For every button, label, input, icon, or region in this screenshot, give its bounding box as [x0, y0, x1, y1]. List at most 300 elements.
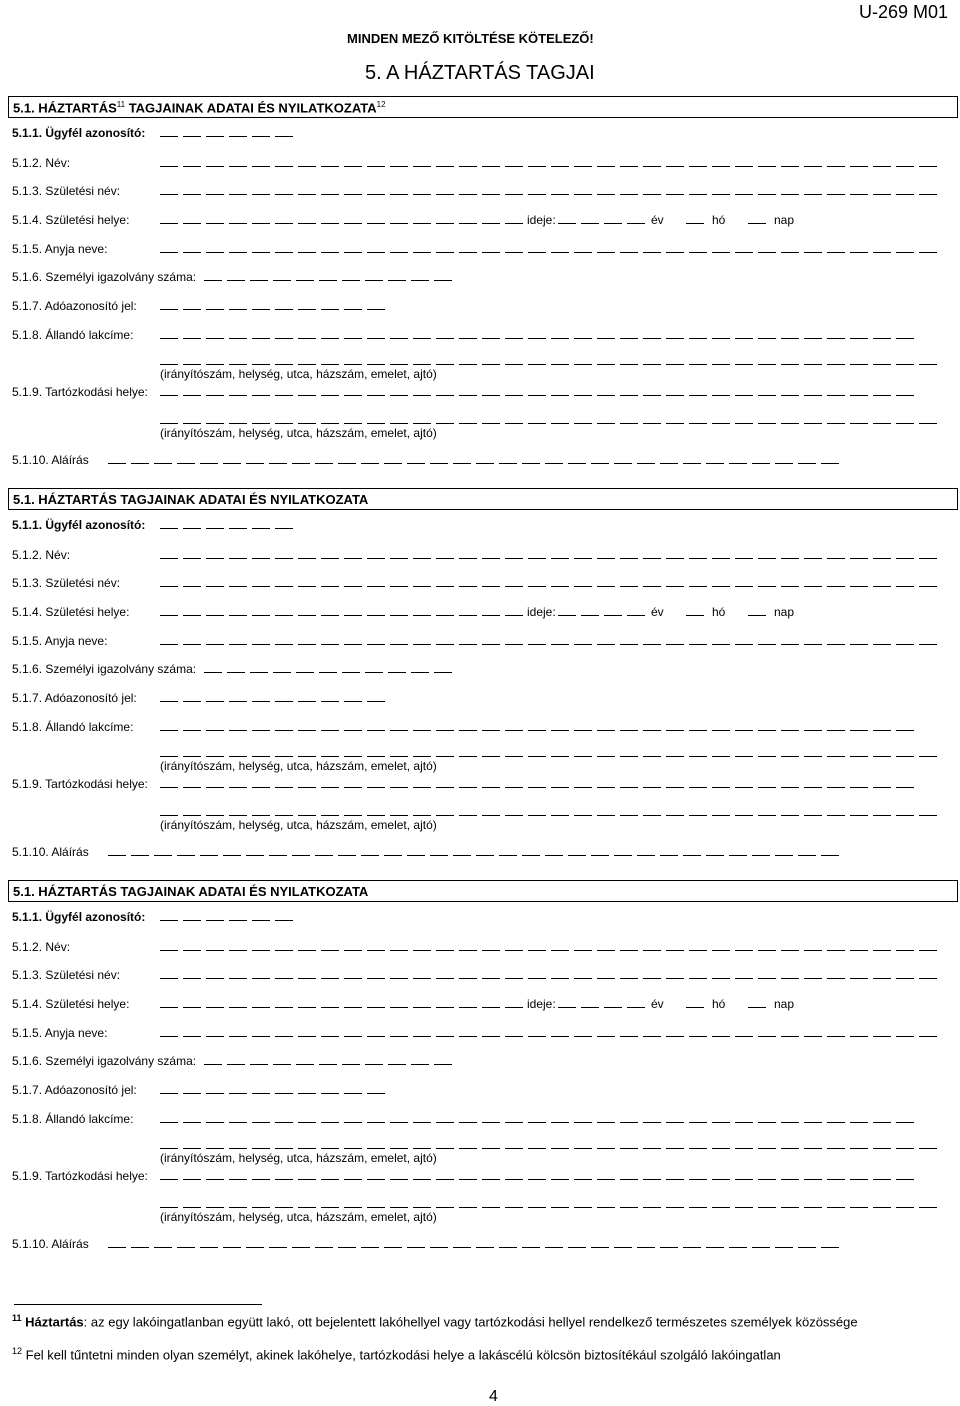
- blank-segment: [365, 268, 383, 281]
- id-card-field[interactable]: [204, 1052, 457, 1066]
- blank-segment: [850, 1195, 868, 1208]
- blank-segment: [798, 451, 816, 464]
- blank-segment: [545, 1235, 563, 1248]
- blank-segment: [344, 297, 362, 310]
- blank-segment: [827, 938, 845, 951]
- birth-year-field[interactable]: [558, 211, 650, 225]
- permanent-address-field[interactable]: [160, 326, 919, 340]
- blank-segment: [160, 1136, 178, 1149]
- client-id-field[interactable]: [160, 124, 298, 138]
- blank-segment: [296, 1052, 314, 1065]
- name-label: 5.1.2. Név:: [12, 940, 71, 954]
- blank-segment: [781, 240, 799, 253]
- blank-segment: [827, 718, 845, 731]
- blank-segment: [505, 1167, 523, 1180]
- blank-segment: [637, 843, 655, 856]
- blank-segment: [706, 451, 724, 464]
- blank-segment: [321, 995, 339, 1008]
- blank-segment: [919, 574, 937, 587]
- blank-segment: [321, 938, 339, 951]
- section-title: 5. A HÁZTARTÁS TAGJAI: [365, 62, 595, 84]
- block-heading-text: [13, 100, 386, 115]
- residence-field-2[interactable]: [160, 803, 942, 817]
- blank-segment: [321, 603, 339, 616]
- blank-segment: [528, 775, 546, 788]
- blank-segment: [482, 995, 500, 1008]
- blank-segment: [223, 843, 241, 856]
- birth-year-field[interactable]: [558, 603, 650, 617]
- blank-segment: [344, 411, 362, 424]
- blank-segment: [160, 124, 178, 137]
- blank-segment: [614, 451, 632, 464]
- residence-field[interactable]: [160, 383, 919, 397]
- blank-segment: [430, 1235, 448, 1248]
- blank-segment: [296, 660, 314, 673]
- residence-field-2[interactable]: [160, 1195, 942, 1209]
- blank-segment: [252, 603, 270, 616]
- blank-segment: [160, 516, 178, 529]
- blank-segment: [206, 744, 224, 757]
- blank-segment: [781, 383, 799, 396]
- blank-segment: [413, 546, 431, 559]
- blank-segment: [390, 803, 408, 816]
- blank-segment: [850, 182, 868, 195]
- blank-segment: [781, 1167, 799, 1180]
- birth-month-field[interactable]: [686, 995, 709, 1009]
- blank-segment: [390, 154, 408, 167]
- blank-segment: [275, 1081, 293, 1094]
- blank-segment: [827, 1024, 845, 1037]
- blank-segment: [827, 966, 845, 979]
- blank-segment: [298, 1081, 316, 1094]
- name-field[interactable]: [160, 938, 942, 952]
- birth-date-label: ideje:: [527, 213, 556, 227]
- blank-segment: [686, 211, 704, 224]
- blank-segment: [413, 1024, 431, 1037]
- residence-field[interactable]: [160, 775, 919, 789]
- blank-segment: [850, 1167, 868, 1180]
- blank-segment: [620, 326, 638, 339]
- blank-segment: [735, 775, 753, 788]
- blank-segment: [275, 1195, 293, 1208]
- blank-segment: [436, 1024, 454, 1037]
- blank-segment: [551, 744, 569, 757]
- block-heading-text: [13, 492, 368, 507]
- blank-segment: [597, 411, 615, 424]
- blank-segment: [574, 803, 592, 816]
- blank-segment: [873, 326, 891, 339]
- residence-field[interactable]: [160, 1167, 919, 1181]
- blank-segment: [252, 1081, 270, 1094]
- permanent-address-label: 5.1.8. Állandó lakcíme:: [12, 1112, 134, 1126]
- blank-segment: [413, 603, 431, 616]
- blank-segment: [482, 411, 500, 424]
- blank-segment: [873, 383, 891, 396]
- blank-segment: [574, 383, 592, 396]
- residence-label: 5.1.9. Tartózkodási helye:: [12, 777, 148, 791]
- blank-segment: [482, 1110, 500, 1123]
- blank-segment: [505, 603, 523, 616]
- blank-segment: [275, 744, 293, 757]
- blank-segment: [321, 1024, 339, 1037]
- blank-segment: [482, 1195, 500, 1208]
- permanent-address-field[interactable]: [160, 1110, 919, 1124]
- birth-place-field[interactable]: [160, 211, 528, 225]
- birth-name-field[interactable]: [160, 182, 942, 196]
- blank-segment: [528, 546, 546, 559]
- blank-segment: [873, 574, 891, 587]
- blank-segment: [183, 995, 201, 1008]
- blank-segment: [298, 718, 316, 731]
- blank-segment: [748, 995, 766, 1008]
- blank-segment: [919, 1024, 937, 1037]
- permanent-address-field[interactable]: [160, 718, 919, 732]
- blank-segment: [804, 326, 822, 339]
- blank-segment: [551, 182, 569, 195]
- blank-segment: [252, 383, 270, 396]
- blank-segment: [545, 451, 563, 464]
- blank-segment: [620, 240, 638, 253]
- blank-segment: [344, 995, 362, 1008]
- blank-segment: [229, 546, 247, 559]
- blank-segment: [574, 574, 592, 587]
- permanent-address-field-2[interactable]: [160, 1136, 942, 1150]
- blank-segment: [160, 546, 178, 559]
- birth-name-field[interactable]: [160, 966, 942, 980]
- blank-segment: [436, 718, 454, 731]
- blank-segment: [735, 1195, 753, 1208]
- blank-segment: [827, 775, 845, 788]
- blank-segment: [620, 775, 638, 788]
- name-field[interactable]: [160, 154, 942, 168]
- blank-segment: [459, 411, 477, 424]
- blank-segment: [896, 938, 914, 951]
- mother-name-field[interactable]: [160, 240, 942, 254]
- blank-segment: [183, 689, 201, 702]
- blank-segment: [666, 411, 684, 424]
- blank-segment: [804, 803, 822, 816]
- blank-segment: [275, 632, 293, 645]
- blank-segment: [160, 938, 178, 951]
- client-id-label: 5.1.1. Ügyfél azonosító:: [12, 910, 146, 924]
- blank-segment: [873, 938, 891, 951]
- heading-footnote-ref: 11: [116, 100, 126, 109]
- blank-segment: [735, 718, 753, 731]
- blank-segment: [873, 1110, 891, 1123]
- blank-segment: [614, 1235, 632, 1248]
- blank-segment: [275, 803, 293, 816]
- birth-place-field[interactable]: [160, 603, 528, 617]
- blank-segment: [321, 744, 339, 757]
- blank-segment: [643, 966, 661, 979]
- birth-month-field[interactable]: [686, 211, 709, 225]
- blank-segment: [459, 154, 477, 167]
- blank-segment: [528, 718, 546, 731]
- blank-segment: [390, 603, 408, 616]
- permanent-address-field-2[interactable]: [160, 744, 942, 758]
- blank-segment: [666, 966, 684, 979]
- blank-segment: [413, 574, 431, 587]
- blank-segment: [229, 803, 247, 816]
- blank-segment: [591, 1235, 609, 1248]
- blank-segment: [390, 1136, 408, 1149]
- blank-segment: [482, 1167, 500, 1180]
- blank-segment: [367, 240, 385, 253]
- blank-segment: [407, 1235, 425, 1248]
- blank-segment: [459, 1024, 477, 1037]
- blank-segment: [459, 1136, 477, 1149]
- blank-segment: [204, 1052, 222, 1065]
- blank-segment: [505, 352, 523, 365]
- permanent-address-field-2[interactable]: [160, 352, 942, 366]
- blank-segment: [735, 574, 753, 587]
- blank-segment: [183, 1081, 201, 1094]
- blank-segment: [482, 211, 500, 224]
- blank-segment: [804, 775, 822, 788]
- signature-field[interactable]: [108, 1235, 844, 1249]
- blank-segment: [275, 411, 293, 424]
- heading-main: 5.1. HÁZTARTÁS TAGJAINAK ADATAI ÉS NYILATKOZATA: [13, 492, 369, 507]
- address-hint: (irányítószám, helység, utca, házszám, emelet, ajtó): [160, 759, 437, 773]
- blank-segment: [781, 1110, 799, 1123]
- signature-field[interactable]: [108, 843, 844, 857]
- mother-name-field[interactable]: [160, 632, 942, 646]
- blank-segment: [252, 803, 270, 816]
- blank-segment: [482, 240, 500, 253]
- blank-segment: [873, 411, 891, 424]
- blank-segment: [292, 1235, 310, 1248]
- blank-segment: [344, 383, 362, 396]
- birth-day-field[interactable]: [748, 603, 771, 617]
- residence-field-2[interactable]: [160, 411, 942, 425]
- page-number: 4: [489, 1388, 498, 1405]
- blank-segment: [689, 1136, 707, 1149]
- blank-segment: [896, 1195, 914, 1208]
- blank-segment: [344, 1024, 362, 1037]
- blank-segment: [712, 744, 730, 757]
- blank-segment: [344, 1195, 362, 1208]
- blank-segment: [528, 1167, 546, 1180]
- blank-segment: [528, 632, 546, 645]
- id-card-field[interactable]: [204, 660, 457, 674]
- blank-segment: [206, 803, 224, 816]
- blank-segment: [528, 1136, 546, 1149]
- blank-segment: [804, 966, 822, 979]
- blank-segment: [643, 574, 661, 587]
- client-id-field[interactable]: [160, 516, 298, 530]
- blank-segment: [298, 632, 316, 645]
- blank-segment: [620, 154, 638, 167]
- blank-segment: [246, 1235, 264, 1248]
- blank-segment: [712, 1136, 730, 1149]
- blank-segment: [436, 574, 454, 587]
- heading-rest: TAGJAINAK ADATAI ÉS NYILATKOZATA: [125, 100, 377, 116]
- blank-segment: [781, 546, 799, 559]
- blank-segment: [344, 352, 362, 365]
- blank-segment: [160, 240, 178, 253]
- blank-segment: [735, 352, 753, 365]
- blank-segment: [476, 1235, 494, 1248]
- blank-segment: [643, 182, 661, 195]
- blank-segment: [528, 240, 546, 253]
- birth-day-field[interactable]: [748, 211, 771, 225]
- blank-segment: [160, 908, 178, 921]
- blank-segment: [689, 718, 707, 731]
- blank-segment: [574, 1136, 592, 1149]
- blank-segment: [821, 1235, 839, 1248]
- blank-segment: [131, 451, 149, 464]
- block-heading-text: [13, 884, 368, 899]
- blank-segment: [689, 775, 707, 788]
- blank-segment: [183, 154, 201, 167]
- name-field[interactable]: [160, 546, 942, 560]
- blank-segment: [735, 938, 753, 951]
- blank-segment: [344, 689, 362, 702]
- blank-segment: [367, 352, 385, 365]
- blank-segment: [850, 718, 868, 731]
- blank-segment: [896, 966, 914, 979]
- signature-field[interactable]: [108, 451, 844, 465]
- blank-segment: [365, 1052, 383, 1065]
- blank-segment: [758, 632, 776, 645]
- id-card-field[interactable]: [204, 268, 457, 282]
- blank-segment: [896, 1167, 914, 1180]
- blank-segment: [781, 1024, 799, 1037]
- birth-year-field[interactable]: [558, 995, 650, 1009]
- blank-segment: [758, 1024, 776, 1037]
- blank-segment: [528, 383, 546, 396]
- blank-segment: [206, 352, 224, 365]
- tax-id-field[interactable]: [160, 1081, 390, 1095]
- blank-segment: [804, 574, 822, 587]
- blank-segment: [275, 966, 293, 979]
- blank-segment: [729, 843, 747, 856]
- birth-date-label: ideje:: [527, 605, 556, 619]
- blank-segment: [689, 632, 707, 645]
- blank-segment: [298, 689, 316, 702]
- blank-segment: [459, 718, 477, 731]
- birth-day-field[interactable]: [748, 995, 771, 1009]
- blank-segment: [321, 803, 339, 816]
- blank-segment: [919, 803, 937, 816]
- blank-segment: [804, 632, 822, 645]
- tax-id-label: 5.1.7. Adóazonosító jel:: [12, 1083, 137, 1097]
- birth-name-field[interactable]: [160, 574, 942, 588]
- mother-name-field[interactable]: [160, 1024, 942, 1038]
- blank-segment: [850, 326, 868, 339]
- blank-segment: [160, 632, 178, 645]
- blank-segment: [367, 689, 385, 702]
- blank-segment: [712, 718, 730, 731]
- footnote-12-text: Fel kell tűntetni minden olyan személyt, akinek lakóhelye, tartózkodási helye a lakáscélú kölcsön biztosítékául szolgáló lakóingatlan: [25, 1347, 781, 1363]
- blank-segment: [712, 574, 730, 587]
- blank-segment: [321, 1110, 339, 1123]
- id-card-label: 5.1.6. Személyi igazolvány száma:: [12, 662, 197, 676]
- blank-segment: [597, 574, 615, 587]
- blank-segment: [252, 718, 270, 731]
- blank-segment: [390, 240, 408, 253]
- birth-place-field[interactable]: [160, 995, 528, 1009]
- tax-id-field[interactable]: [160, 689, 390, 703]
- blank-segment: [459, 632, 477, 645]
- blank-segment: [712, 1024, 730, 1037]
- blank-segment: [850, 383, 868, 396]
- blank-segment: [252, 1167, 270, 1180]
- blank-segment: [551, 718, 569, 731]
- blank-segment: [597, 1136, 615, 1149]
- blank-segment: [250, 660, 268, 673]
- blank-segment: [637, 451, 655, 464]
- blank-segment: [413, 938, 431, 951]
- blank-segment: [781, 574, 799, 587]
- blank-segment: [758, 1110, 776, 1123]
- blank-segment: [873, 154, 891, 167]
- blank-segment: [436, 154, 454, 167]
- blank-segment: [758, 1195, 776, 1208]
- blank-segment: [758, 182, 776, 195]
- blank-segment: [505, 744, 523, 757]
- blank-segment: [436, 383, 454, 396]
- blank-segment: [505, 411, 523, 424]
- blank-segment: [321, 1136, 339, 1149]
- blank-segment: [551, 775, 569, 788]
- blank-segment: [436, 603, 454, 616]
- blank-segment: [298, 1110, 316, 1123]
- blank-segment: [183, 1024, 201, 1037]
- blank-segment: [604, 211, 622, 224]
- blank-segment: [411, 1052, 429, 1065]
- tax-id-field[interactable]: [160, 297, 390, 311]
- blank-segment: [206, 689, 224, 702]
- blank-segment: [735, 383, 753, 396]
- blank-segment: [407, 451, 425, 464]
- blank-segment: [298, 603, 316, 616]
- blank-segment: [183, 516, 201, 529]
- client-id-label: 5.1.1. Ügyfél azonosító:: [12, 126, 146, 140]
- blank-segment: [204, 660, 222, 673]
- blank-segment: [597, 326, 615, 339]
- blank-segment: [558, 211, 576, 224]
- blank-segment: [177, 1235, 195, 1248]
- blank-segment: [367, 775, 385, 788]
- blank-segment: [367, 182, 385, 195]
- blank-segment: [660, 843, 678, 856]
- id-card-label: 5.1.6. Személyi igazolvány száma:: [12, 1054, 197, 1068]
- permanent-address-label: 5.1.8. Állandó lakcíme:: [12, 720, 134, 734]
- blank-segment: [620, 1136, 638, 1149]
- blank-segment: [873, 744, 891, 757]
- blank-segment: [574, 411, 592, 424]
- blank-segment: [459, 383, 477, 396]
- client-id-field[interactable]: [160, 908, 298, 922]
- blank-segment: [275, 689, 293, 702]
- blank-segment: [873, 546, 891, 559]
- blank-segment: [252, 182, 270, 195]
- birth-month-field[interactable]: [686, 603, 709, 617]
- blank-segment: [344, 240, 362, 253]
- blank-segment: [804, 1195, 822, 1208]
- blank-segment: [160, 326, 178, 339]
- blank-segment: [177, 843, 195, 856]
- blank-segment: [804, 1110, 822, 1123]
- blank-segment: [321, 211, 339, 224]
- blank-segment: [160, 603, 178, 616]
- blank-segment: [367, 211, 385, 224]
- blank-segment: [781, 154, 799, 167]
- footnote-separator: [14, 1304, 262, 1305]
- blank-segment: [275, 326, 293, 339]
- blank-segment: [183, 352, 201, 365]
